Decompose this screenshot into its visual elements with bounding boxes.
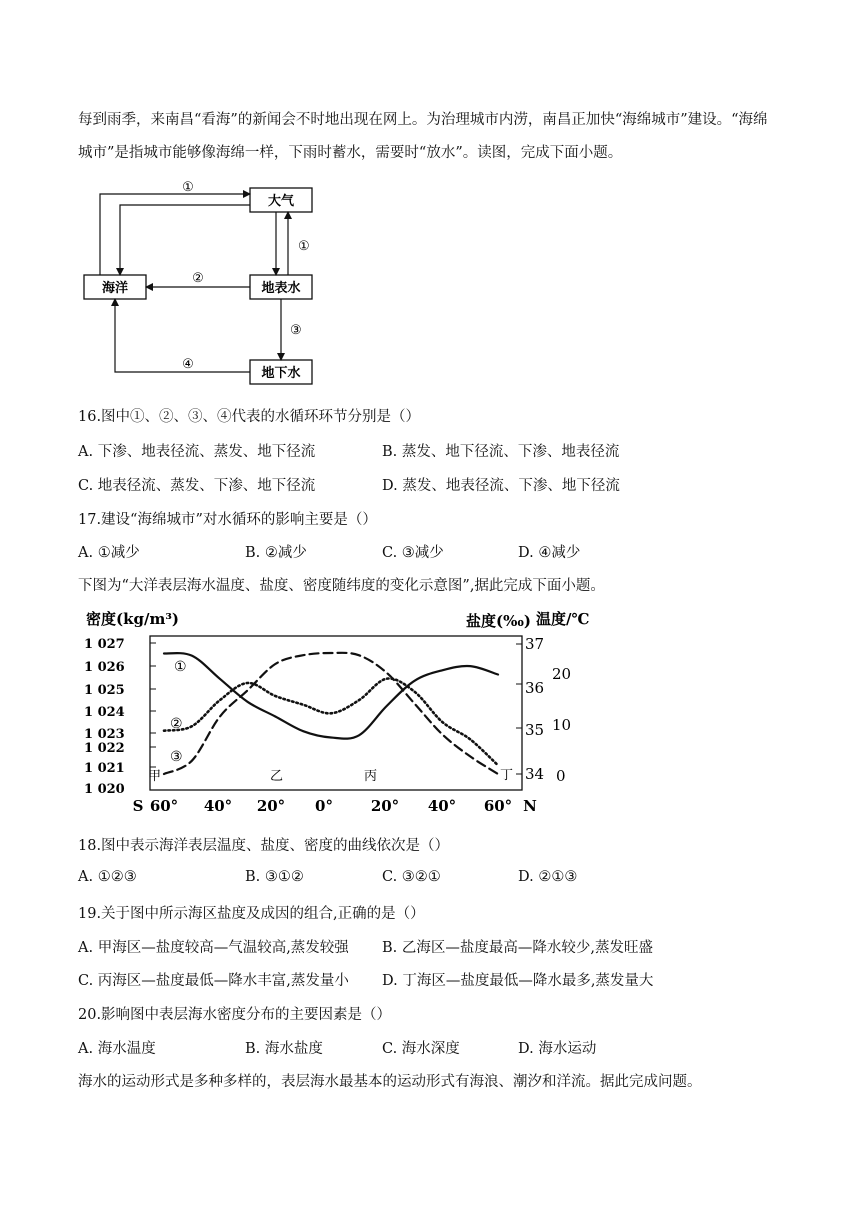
- q17-option-b[interactable]: B. ②减少: [245, 545, 307, 561]
- x-tick: 0°: [315, 797, 333, 815]
- label-groundwater: 地下水: [261, 366, 301, 381]
- region-label: 乙: [270, 769, 284, 784]
- arrow-atmosphere-to-ocean: [120, 205, 250, 275]
- q16-option-a[interactable]: A. 下渗、地表径流、蒸发、地下径流: [78, 444, 316, 460]
- density-tick: 1 021: [84, 761, 125, 776]
- region-label: 丙: [364, 769, 378, 784]
- curve-label-1: ①: [174, 659, 187, 675]
- density-tick: 1 022: [84, 741, 125, 756]
- density-ticks: [84, 637, 125, 797]
- q19-option-d[interactable]: D. 丁海区—盐度最低—降水最多,蒸发量大: [382, 973, 654, 989]
- label-surface-water: 地表水: [261, 281, 301, 296]
- density-tick: 1 025: [84, 683, 125, 698]
- curve-label-2: ②: [170, 716, 183, 732]
- marker-2: ②: [192, 271, 204, 286]
- q18-stem: 18.图中表示海洋表层温度、盐度、密度的曲线依次是（）: [78, 838, 450, 854]
- marker-1-top: ①: [182, 180, 194, 195]
- marker-4: ④: [182, 357, 194, 372]
- q20-option-b[interactable]: B. 海水盐度: [245, 1041, 323, 1057]
- q19-stem: 19.关于图中所示海区盐度及成因的组合,正确的是（）: [78, 906, 425, 922]
- q16-option-b[interactable]: B. 蒸发、地下径流、下渗、地表径流: [382, 444, 620, 460]
- latitude-ticks: [133, 797, 538, 815]
- region-label: 甲: [148, 769, 162, 784]
- intro-paragraph-ocean-chart: 下图为“大洋表层海水温度、盐度、密度随纬度的变化示意图”,据此完成下面小题。: [78, 578, 605, 594]
- q19-option-b[interactable]: B. 乙海区—盐度最高—降水较少,蒸发旺盛: [382, 940, 653, 956]
- q17-option-c[interactable]: C. ③减少: [382, 545, 444, 561]
- temperature-tick: 20: [552, 665, 572, 683]
- q18-option-c[interactable]: C. ③②①: [382, 869, 441, 885]
- q16-option-d[interactable]: D. 蒸发、地表径流、下渗、地下径流: [382, 478, 620, 494]
- curve-2-dotted: [164, 679, 498, 766]
- density-tick: 1 027: [84, 637, 125, 652]
- salinity-tick: 35: [525, 721, 545, 739]
- density-axis-title: 密度(kg/m³): [86, 610, 179, 628]
- q20-option-d[interactable]: D. 海水运动: [518, 1041, 597, 1057]
- right-axis-tick-marks: [516, 644, 522, 774]
- region-labels: [148, 768, 513, 784]
- q16-option-c[interactable]: C. 地表径流、蒸发、下渗、地下径流: [78, 478, 316, 494]
- q20-stem: 20.影响图中表层海水密度分布的主要因素是（）: [78, 1007, 392, 1023]
- q19-option-a[interactable]: A. 甲海区—盐度较高—气温较高,蒸发较强: [78, 940, 349, 956]
- q20-option-c[interactable]: C. 海水深度: [382, 1041, 460, 1057]
- density-tick: 1 024: [84, 705, 125, 720]
- x-tick: 60°: [149, 797, 179, 815]
- intro-paragraph-sponge-city: 每到雨季，来南昌“看海”的新闻会不时地出现在网上。为治理城市内涝，南昌正加快“海绵城市”建设。“海绵城市”是指城市能够像海绵一样，下雨时蓄水，需要时“放水”。读图，完成下面小题。: [78, 112, 768, 161]
- x-tick: 40°: [203, 797, 233, 815]
- q17-option-d[interactable]: D. ④减少: [518, 545, 581, 561]
- water-cycle-diagram: [78, 172, 338, 392]
- q16-stem: 16.图中①、②、③、④代表的水循环环节分别是（）: [78, 409, 421, 425]
- salinity-tick: 36: [525, 679, 545, 697]
- density-tick: 1 020: [84, 782, 125, 797]
- curve-label-3: ③: [170, 749, 183, 765]
- x-tick: 20°: [256, 797, 286, 815]
- x-tick: 40°: [427, 797, 457, 815]
- q17-option-a[interactable]: A. ①减少: [78, 545, 140, 561]
- temperature-tick: 10: [552, 716, 572, 734]
- salinity-ticks: [525, 635, 544, 783]
- q18-option-d[interactable]: D. ②①③: [518, 869, 578, 885]
- q17-stem: 17.建设“海绵城市”对水循环的影响主要是（）: [78, 512, 377, 528]
- q18-option-a[interactable]: A. ①②③: [78, 869, 137, 885]
- marker-3: ③: [290, 323, 302, 338]
- density-tick: 1 023: [84, 727, 125, 742]
- intro-paragraph-ocean-motion: 海水的运动形式是多种多样的，表层海水最基本的运动形式有海浪、潮汐和洋流。据此完成问题。: [78, 1074, 702, 1090]
- label-ocean: 海洋: [101, 281, 129, 296]
- q19-option-c[interactable]: C. 丙海区—盐度最低—降水丰富,蒸发量小: [78, 973, 349, 989]
- density-tick: 1 026: [84, 660, 125, 675]
- ocean-surface-chart: [78, 604, 598, 822]
- left-axis-tick-marks: [150, 643, 156, 767]
- x-tick: S: [132, 797, 144, 815]
- salinity-axis-title: 盐度(‰): [466, 612, 531, 630]
- arrow-ocean-to-atmosphere: [100, 194, 250, 275]
- curve-labels: [170, 659, 187, 765]
- q20-option-a[interactable]: A. 海水温度: [78, 1041, 156, 1057]
- q18-option-b[interactable]: B. ③①②: [245, 869, 304, 885]
- temperature-tick: 0: [556, 767, 566, 785]
- temperature-ticks: [552, 665, 571, 785]
- marker-1-right: ①: [298, 239, 310, 254]
- region-label: 丁: [500, 768, 514, 783]
- salinity-tick: 34: [525, 765, 545, 783]
- x-tick: 60°: [483, 797, 513, 815]
- x-tick: N: [523, 797, 537, 815]
- label-atmosphere: 大气: [267, 194, 295, 209]
- x-tick: 20°: [370, 797, 400, 815]
- salinity-tick: 37: [525, 635, 545, 653]
- temperature-axis-title: 温度/℃: [536, 610, 590, 628]
